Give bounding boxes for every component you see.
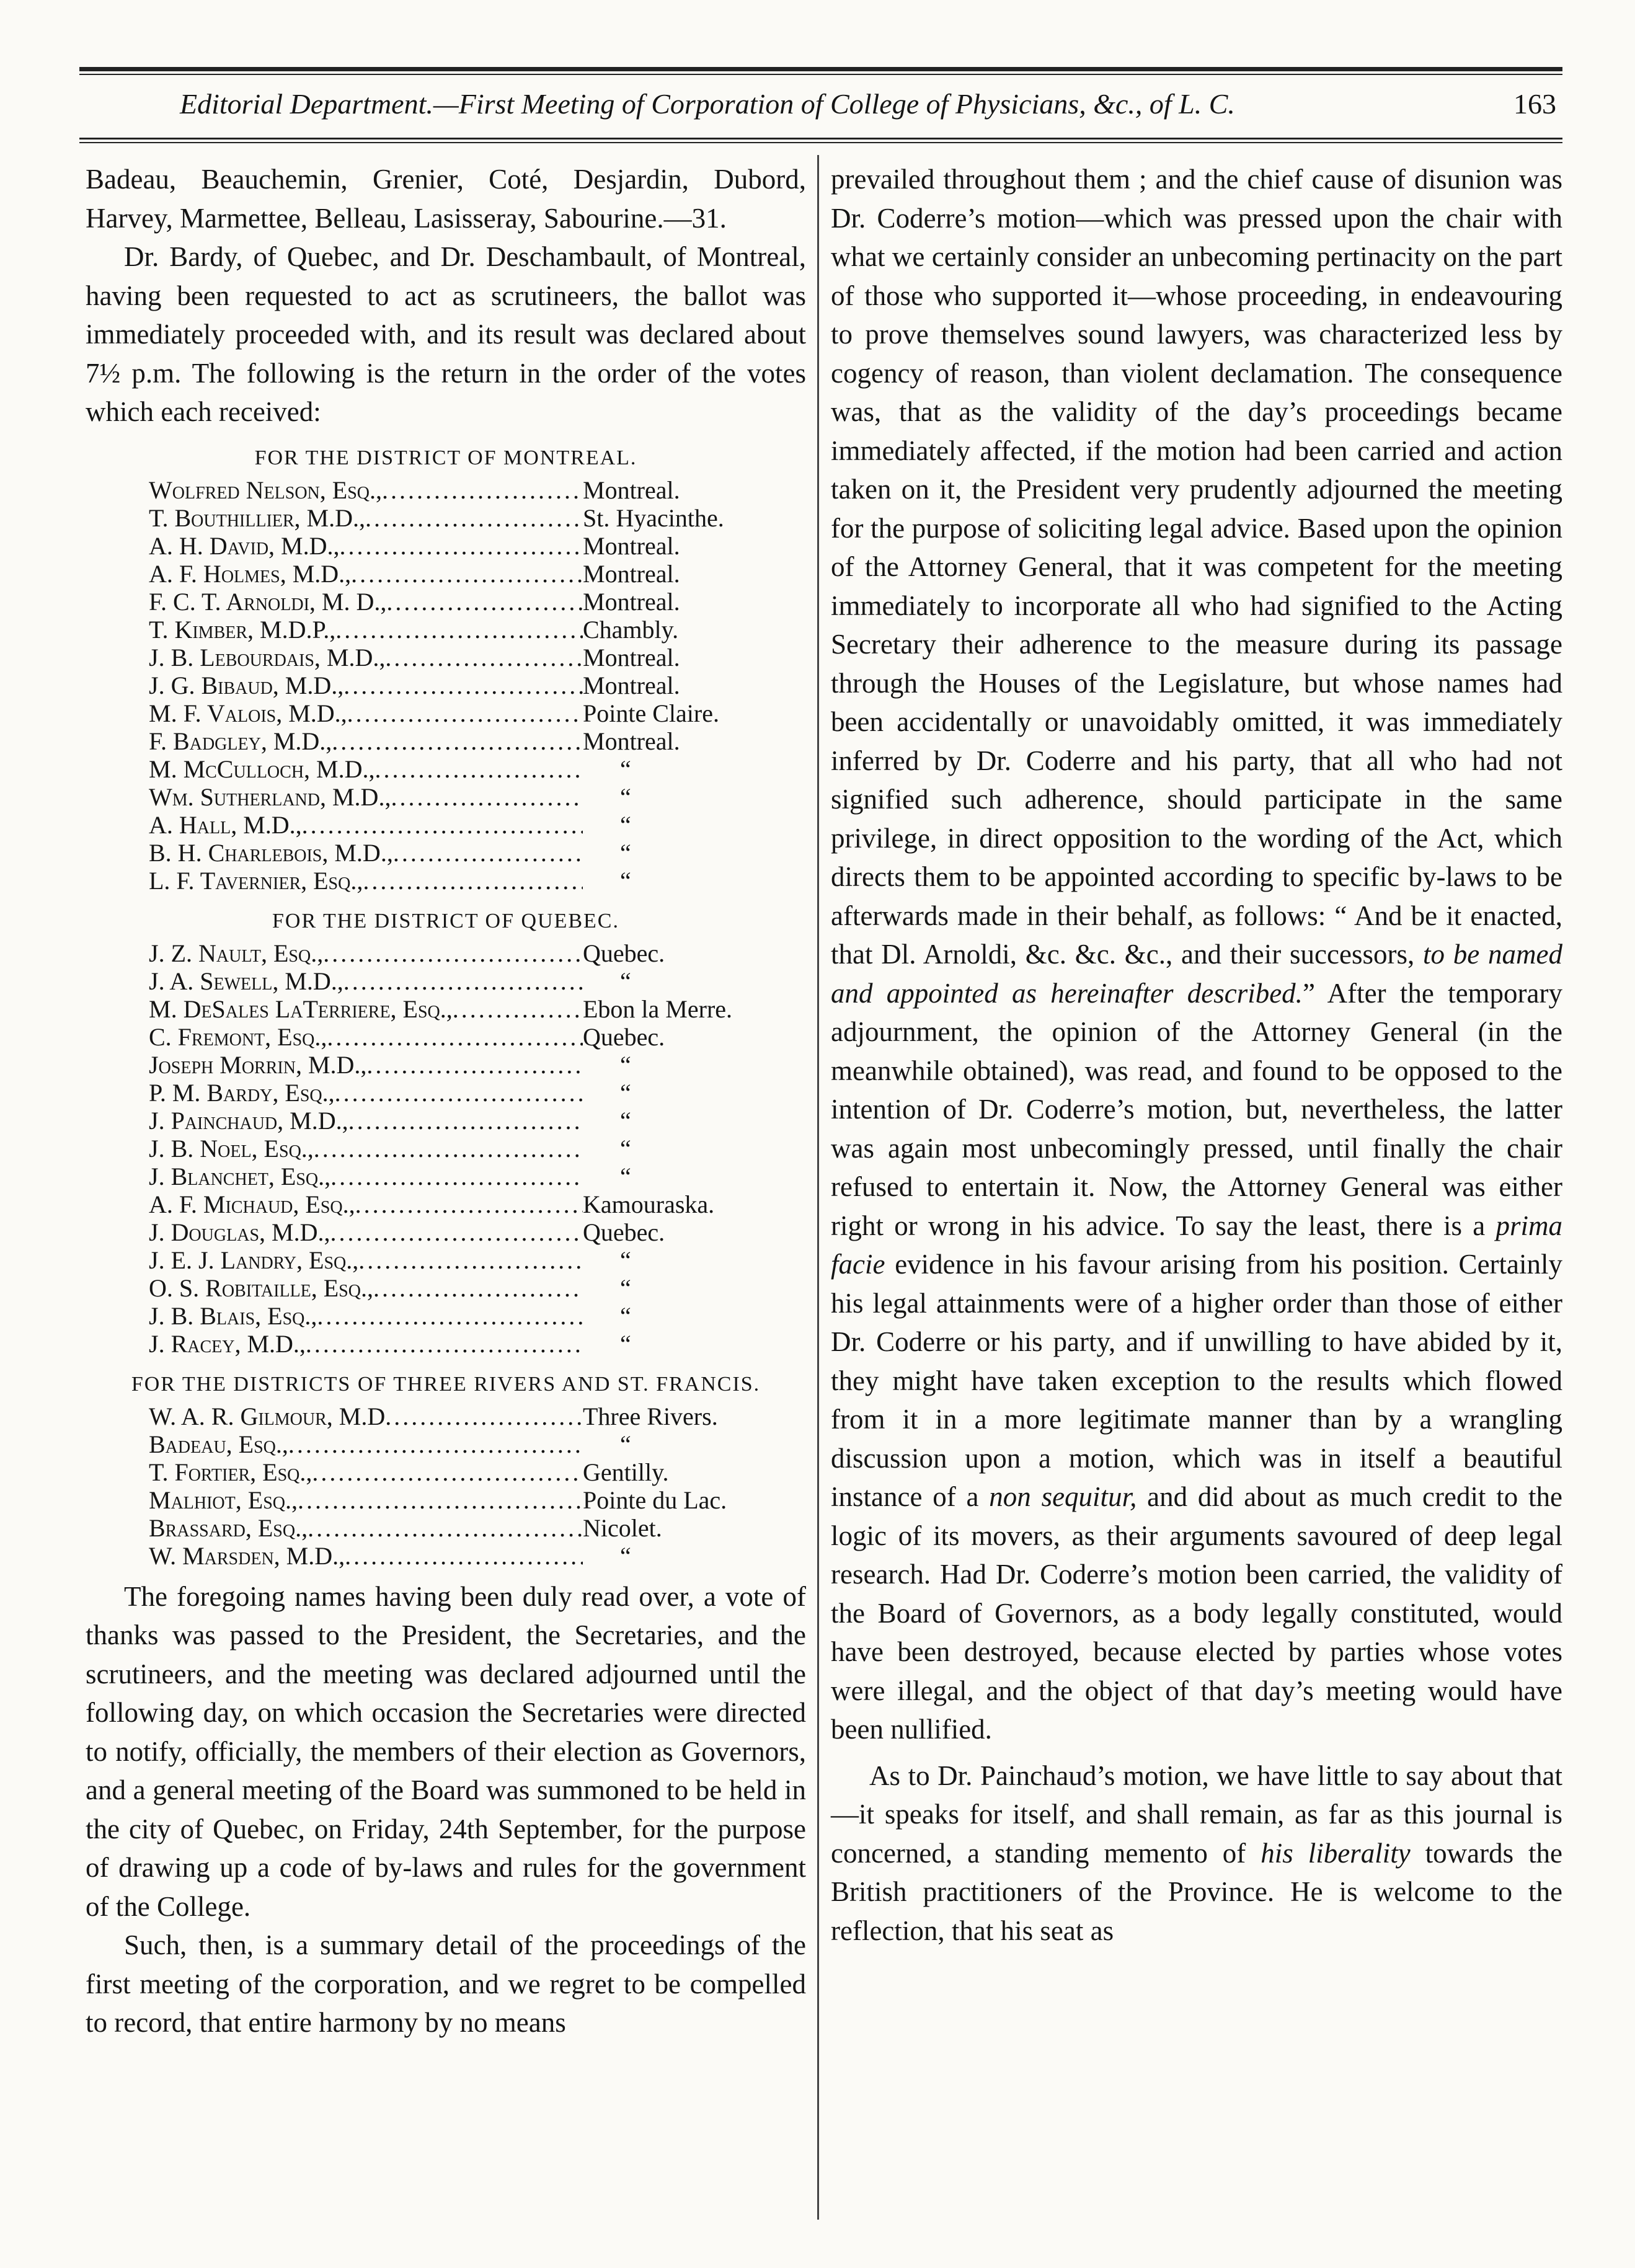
- column-divider: [817, 155, 819, 2220]
- district-heading-three-rivers: FOR THE DISTRICTS OF THREE RIVERS AND ST. FRANCIS.: [131, 1372, 761, 1396]
- roster-row: J. A. Sewell, M.D., ..... “: [149, 967, 769, 995]
- roster-row: O. S. Robitaille, Esq., ..... “: [149, 1274, 769, 1302]
- right-column: [831, 160, 1562, 1950]
- district-heading-montreal: FOR THE DISTRICT OF MONTREAL.: [254, 446, 637, 469]
- roster-row: L. F. Tavernier, Esq., ..... “: [149, 867, 769, 895]
- paragraph-painchaud-motion: As to Dr. Painchaud’s motion, we have little to say about that—it speaks for itself, and shall remain, as far as this journal is concerned, a standing memento of his liberality towards the British practitioners of the Province. He is welcome to the reflection, that his seat as: [831, 1760, 1563, 1946]
- roster-row: Wolfred Nelson, Esq., ..... Montreal.: [149, 476, 769, 504]
- roster-three-rivers: [149, 1402, 769, 1570]
- roster-row: J. B. Blais, Esq., ..... “: [149, 1302, 769, 1330]
- roster-row: W. A. R. Gilmour, M.D ..... Three Rivers.: [149, 1402, 769, 1430]
- roster-row: Wm. Sutherland, M.D., ..... “: [149, 783, 769, 811]
- roster-row: A. F. Holmes, M.D., ..... Montreal.: [149, 560, 769, 588]
- roster-row: J. Blanchet, Esq., ..... “: [149, 1163, 769, 1190]
- header-top-rule: [79, 67, 1562, 71]
- running-header: [93, 74, 1562, 134]
- roster-row: C. Fremont, Esq., ..... Quebec.: [149, 1023, 769, 1051]
- left-column: [86, 160, 806, 2042]
- page-number: 163: [1513, 88, 1556, 120]
- running-title: Editorial Department.—First Meeting of Corporation of College of Physicians, &c., of L. C.: [180, 88, 1235, 120]
- roster-row: F. Badgley, M.D., ..... Montreal.: [149, 727, 769, 755]
- roster-row: B. H. Charlebois, M.D., ..... “: [149, 839, 769, 867]
- header-bottom-rule: [79, 138, 1562, 140]
- paragraph-coderre-motion: prevailed throughout them ; and the chief cause of disunion was Dr. Coderre’s motion—which was pressed upon the chair with what we certainly consider an unbecoming pertinacity on the part of those who supported it—whose proceeding, in endeavouring to prove themselves sound lawyers, was characterized less by cogency of reason, than violent declamation. The consequence was, that as the validity of the day’s proceedings became immediately affected, if the motion had been carried and action taken on it, the President very prudently adjourned the meeting for the purpose of soliciting legal advice. Based upon the opinion of the Attorney General, that it was competent for the meeting immediately to incorporate all who had signified to the Acting Secretary their adherence to the measure during its passage through the Houses of the Legislature, but whose names had been accidentally or unavoidably omitted, it was immediately inferred by Dr. Coderre and his party, that all who had not signified such adherence, should participate in the same privilege, in direct opposition to the wording of the Act, which directs them to be appointed according to specific by-laws to be afterwards made in their behalf, as follows: “ And be it enacted, that Dl. Arnoldi, &c. &c. &c., and their successors, to be named and appointed as hereinafter described.” After the temporary adjournment, the opinion of the Attorney General (in the meanwhile obtained), was read, and found to be opposed to the intention of Dr. Coderre’s motion, but, nevertheless, the latter was again most unbecomingly pressed, until finally the chair refused to entertain it. Now, the Attorney General was either right or wrong in his advice. To say the least, there is a prima facie evidence in his favour arising from his position. Certainly his legal attainments were of a higher order than those of either Dr. Coderre or his party, and if unwilling to have abided by it, they might have taken exception to the results which flowed from it in a more legitimate manner than by a wrangling discussion upon a motion, which was in itself a beautiful instance of a non sequitur, and did about as much credit to the logic of its movers, as their arguments savoured of deep legal research. Had Dr. Coderre’s motion been carried, the validity of the Board of Governors, as a body legally constituted, would have been destroyed, because elected by parties whose votes were illegal, and the object of that day’s meeting would have been nullified.: [831, 164, 1563, 1745]
- paragraph-names-list: Badeau, Beauchemin, Grenier, Coté, Desjardin, Dubord, Harvey, Marmettee, Belleau, Lasisseray, Sabourine.—31.: [86, 164, 806, 234]
- roster-row: A. F. Michaud, Esq., ..... Kamouraska.: [149, 1190, 769, 1218]
- roster-row: Badeau, Esq., ..... “: [149, 1430, 769, 1458]
- roster-row: J. Z. Nault, Esq., ..... Quebec.: [149, 939, 769, 967]
- roster-row: M. DeSales LaTerriere, Esq., ..... Ebon la Merre.: [149, 995, 769, 1023]
- roster-row: J. Racey, M.D., ..... “: [149, 1330, 769, 1358]
- roster-row: J. G. Bibaud, M.D., ..... Montreal.: [149, 671, 769, 699]
- roster-row: J. Douglas, M.D., ..... Quebec.: [149, 1218, 769, 1246]
- roster-row: J. B. Lebourdais, M.D., ..... Montreal.: [149, 644, 769, 671]
- roster-row: J. E. J. Landry, Esq., ..... “: [149, 1246, 769, 1274]
- roster-quebec: [149, 939, 769, 1358]
- roster-row: W. Marsden, M.D., ..... “: [149, 1542, 769, 1570]
- roster-row: J. B. Noel, Esq., ..... “: [149, 1135, 769, 1163]
- roster-row: A. H. David, M.D., ..... Montreal.: [149, 532, 769, 560]
- header-bottom-thin-rule: [79, 142, 1562, 143]
- roster-row: Malhiot, Esq., ..... Pointe du Lac.: [149, 1486, 769, 1514]
- roster-row: J. Painchaud, M.D., ..... “: [149, 1107, 769, 1135]
- roster-row: A. Hall, M.D., ..... “: [149, 811, 769, 839]
- roster-row: T. Fortier, Esq., ..... Gentilly.: [149, 1458, 769, 1486]
- paragraph-ballot: Dr. Bardy, of Quebec, and Dr. Deschambault, of Montreal, having been requested to act as scrutineers, the ballot was immediately proceeded with, and its result was declared about 7½ p.m. The following is the return in the order of the votes which each received:: [86, 241, 806, 427]
- roster-row: F. C. T. Arnoldi, M. D., ..... Montreal.: [149, 588, 769, 616]
- roster-row: M. McCulloch, M.D., ..... “: [149, 755, 769, 783]
- roster-montreal: [149, 476, 769, 895]
- roster-row: P. M. Bardy, Esq., ..... “: [149, 1079, 769, 1107]
- roster-row: Brassard, Esq., ..... Nicolet.: [149, 1514, 769, 1542]
- roster-row: Joseph Morrin, M.D., ..... “: [149, 1051, 769, 1079]
- district-heading-quebec: FOR THE DISTRICT OF QUEBEC.: [272, 909, 619, 932]
- roster-row: T. Bouthillier, M.D., ..... St. Hyacinthe.: [149, 504, 769, 532]
- paragraph-adjournment: The foregoing names having been duly read over, a vote of thanks was passed to the President, the Secretaries, and the scrutineers, and the meeting was declared adjourned until the following day, on which occasion the Secretaries were directed to notify, officially, the members of their election as Governors, and a general meeting of the Board was summoned to be held in the city of Quebec, on Friday, 24th September, for the purpose of drawing up a code of by-laws and rules for the government of the College.: [86, 1580, 806, 1922]
- roster-row: M. F. Valois, M.D., ..... Pointe Claire.: [149, 699, 769, 727]
- paragraph-summary: Such, then, is a summary detail of the proceedings of the first meeting of the corporation, and we regret to be compelled to record, that entire harmony by no means: [86, 1929, 806, 2038]
- roster-row: T. Kimber, M.D.P., ..... Chambly.: [149, 616, 769, 644]
